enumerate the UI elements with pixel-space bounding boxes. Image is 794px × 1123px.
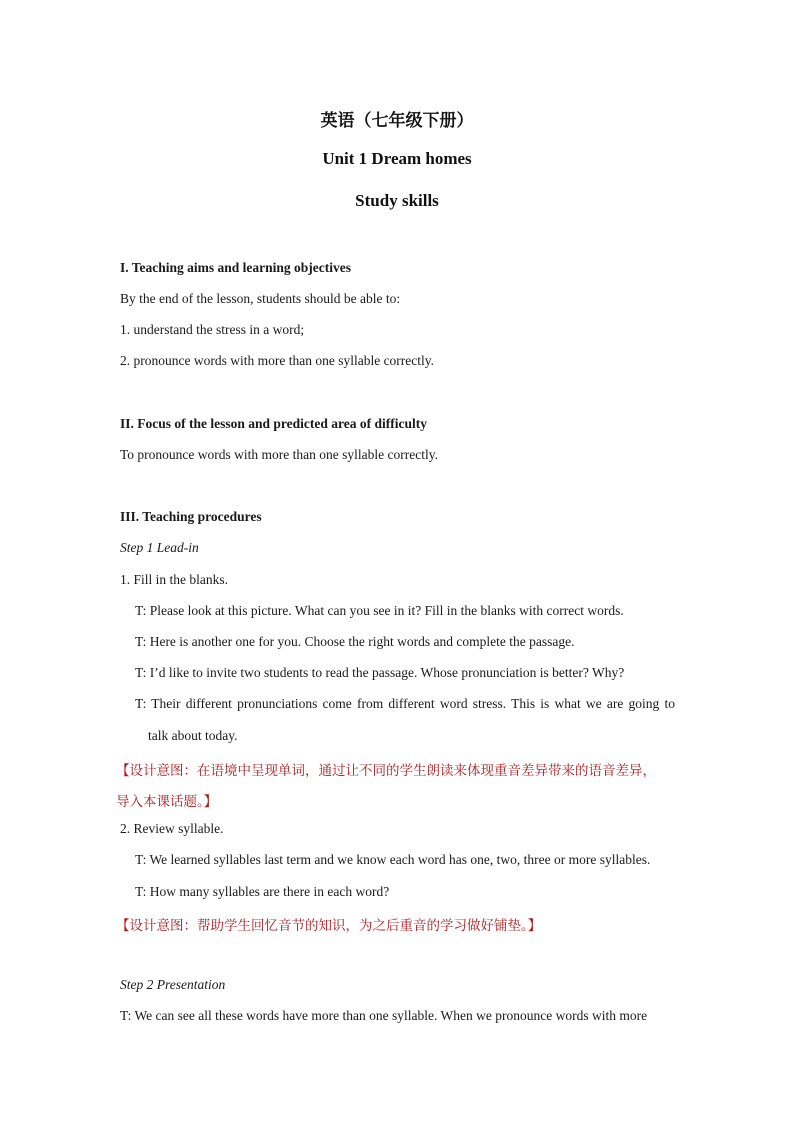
section-1-heading: I. Teaching aims and learning objectives — [120, 260, 352, 275]
step-2-title: Step 2 Presentation — [120, 977, 226, 992]
lesson-title: Study skills — [355, 191, 439, 210]
design-note: 【设计意图：在语境中呈现单词，通过让不同的学生朗读来体现重音差异带来的语音差异， — [116, 763, 656, 779]
unit-title: Unit 1 Dream homes — [322, 149, 472, 168]
step-1-title: Step 1 Lead-in — [120, 540, 199, 555]
objective-item: 2. pronounce words with more than one syllable correctly. — [120, 353, 435, 368]
teacher-line: T: Their different pronunciations come from different word stress. This is what we are going to — [135, 696, 675, 711]
teacher-line: T: We learned syllables last term and we know each word has one, two, three or more syllables. — [135, 852, 651, 867]
teacher-line: T: Here is another one for you. Choose the right words and complete the passage. — [135, 634, 575, 649]
section-3-heading: III. Teaching procedures — [120, 509, 262, 524]
section-1-intro: By the end of the lesson, students should be able to: — [120, 291, 401, 306]
objective-item: 1. understand the stress in a word; — [120, 322, 305, 337]
design-note: 导入本课话题。】 — [116, 794, 218, 810]
teacher-line: T: I’d like to invite two students to read the passage. Whose pronunciation is better? Why? — [135, 665, 625, 680]
part-2-label: 2. Review syllable. — [120, 821, 224, 836]
teacher-line: T: Please look at this picture. What can you see in it? Fill in the blanks with correct words. — [135, 603, 624, 618]
doc-title-cn: 英语（七年级下册） — [320, 111, 474, 130]
section-2-text: To pronounce words with more than one syllable correctly. — [120, 447, 438, 462]
teacher-line: T: How many syllables are there in each word? — [135, 884, 390, 899]
section-2-heading: II. Focus of the lesson and predicted area of difficulty — [120, 416, 427, 431]
part-1-label: 1. Fill in the blanks. — [120, 572, 228, 587]
teacher-line-continued: talk about today. — [148, 728, 238, 743]
design-note: 【设计意图：帮助学生回忆音节的知识，为之后重音的学习做好铺垫。】 — [116, 918, 542, 934]
step-2-line: T: We can see all these words have more than one syllable. When we pronounce words with more — [120, 1008, 648, 1023]
